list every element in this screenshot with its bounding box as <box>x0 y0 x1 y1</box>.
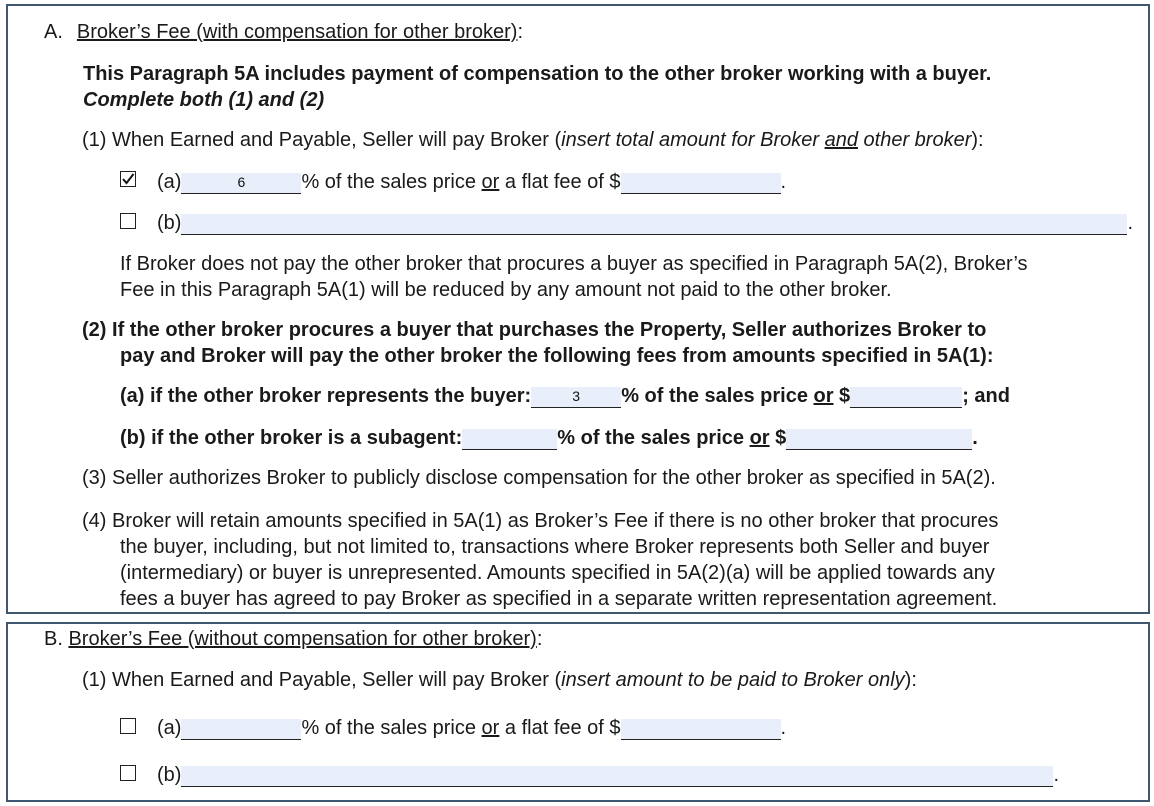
p1-number: (1) <box>82 129 107 151</box>
p2-number: (2) <box>82 319 107 341</box>
p2a-percent-field[interactable]: 3 <box>531 387 621 408</box>
checkmark-icon <box>121 172 135 186</box>
p2b-end: . <box>972 427 978 449</box>
p1-text: When Earned and Payable, Seller will pay Broker ( <box>112 129 562 151</box>
p1-close: ): <box>971 129 984 151</box>
b-option-a-text1: % of the sales price <box>301 717 482 739</box>
b-option-a-line <box>157 716 786 740</box>
a-p2b-line <box>120 426 978 450</box>
p1-italic-2: other broker <box>857 129 972 151</box>
b-p1-close: ): <box>904 669 917 691</box>
a-p3-line <box>82 466 996 490</box>
a-option-a-label: (a) <box>157 171 182 193</box>
a-option-a-or: or <box>481 171 500 193</box>
p2a-text3: $ <box>833 385 851 407</box>
p2-text-1: If the other broker procures a buyer that purchases the Property, Seller authorizes Broker to <box>112 319 987 341</box>
b-flat-fee-field[interactable] <box>621 719 781 740</box>
b-p1-number: (1) <box>82 669 107 691</box>
section-a-letter: A. <box>44 21 63 43</box>
p2b-percent-field[interactable] <box>462 429 557 450</box>
p2b-text2: % of the sales price <box>557 427 750 449</box>
b-option-a-checkbox[interactable] <box>120 718 136 734</box>
section-b-letter: B. <box>44 628 63 650</box>
p4-text-1: Broker will retain amounts specified in 5A(1) as Broker’s Fee if there is no other broker that procures <box>112 510 999 532</box>
a-option-b-line <box>157 211 1133 235</box>
p2a-text2: % of the sales price <box>621 385 814 407</box>
p2b-text1: (b) if the other broker is a subagent: <box>120 427 463 449</box>
section-a-p1 <box>82 128 984 152</box>
b-p1-text: When Earned and Payable, Seller will pay Broker ( <box>112 669 562 691</box>
p3-number: (3) <box>82 467 107 489</box>
b-option-b-label: (b) <box>157 764 182 786</box>
a-p2-line-2: pay and Broker will pay the other broker the following fees from amounts specified in 5A(1): <box>120 345 994 367</box>
section-b-heading-line <box>44 627 542 651</box>
section-a-heading: Broker’s Fee (with compensation for other broker) <box>76 21 518 43</box>
b-option-b-checkbox[interactable] <box>120 765 136 781</box>
b-option-b-field[interactable] <box>181 766 1053 787</box>
p2b-amount-field[interactable] <box>786 429 972 450</box>
a-p4-line-2: the buyer, including, but not limited to, transactions where Broker represents both Seller and buyer <box>120 536 990 558</box>
a-p2a-line <box>120 384 1010 408</box>
section-a-intro-bold: This Paragraph 5A includes payment of compensation to the other broker working with a buyer. <box>83 63 992 85</box>
a-note-line-2: Fee in this Paragraph 5A(1) will be reduced by any amount not paid to the other broker. <box>120 279 892 301</box>
period: . <box>780 717 787 739</box>
p2b-or: or <box>749 427 770 449</box>
section-b-colon: : <box>536 628 543 650</box>
p1-italic-1: insert total amount for Broker <box>561 129 825 151</box>
b-p1-italic: insert amount to be paid to Broker only <box>561 669 905 691</box>
section-a-heading-line <box>44 20 523 44</box>
p4-number: (4) <box>82 510 107 532</box>
p1-italic-and: and <box>824 129 858 151</box>
p2a-amount-field[interactable] <box>850 387 962 408</box>
a-p4-line-3: (intermediary) or buyer is unrepresented. Amounts specified in 5A(2)(a) will be applied towards any <box>120 562 995 584</box>
b-option-b-line <box>157 763 1059 787</box>
a-option-b-checkbox[interactable] <box>120 213 136 229</box>
a-option-a-text1: % of the sales price <box>301 171 482 193</box>
a-option-b-field[interactable] <box>181 214 1127 235</box>
a-percent-field[interactable]: 6 <box>181 173 301 194</box>
period: . <box>780 171 787 193</box>
a-note-line-1: If Broker does not pay the other broker that procures a buyer as specified in Paragraph 5A(2), Broker’s <box>120 253 1028 275</box>
a-p4-line-4: fees a buyer has agreed to pay Broker as specified in a separate written representation agreement. <box>120 588 998 610</box>
b-option-a-label: (a) <box>157 717 182 739</box>
b-option-a-text2: a flat fee of $ <box>499 717 621 739</box>
b-option-a-or: or <box>481 717 500 739</box>
a-flat-fee-field[interactable] <box>621 173 781 194</box>
p2a-text1: (a) if the other broker represents the buyer: <box>120 385 532 407</box>
p3-text: Seller authorizes Broker to publicly disclose compensation for the other broker as specified in 5A(2). <box>112 467 996 489</box>
a-option-a-checkbox[interactable] <box>120 171 136 187</box>
a-p2-line-1 <box>82 318 986 342</box>
section-b-p1 <box>82 668 917 692</box>
a-option-a-line <box>157 170 786 194</box>
a-p4-line-1 <box>82 509 998 533</box>
period: . <box>1053 764 1060 786</box>
section-b-heading: Broker’s Fee (without compensation for other broker) <box>68 628 537 650</box>
section-a-colon: : <box>517 21 524 43</box>
a-option-a-text2: a flat fee of $ <box>499 171 621 193</box>
p2b-text3: $ <box>769 427 787 449</box>
period: . <box>1127 212 1134 234</box>
b-percent-field[interactable] <box>181 719 301 740</box>
p2a-or: or <box>813 385 834 407</box>
p2a-end: ; and <box>962 385 1010 407</box>
section-a-intro-italic: Complete both (1) and (2) <box>83 89 325 111</box>
a-option-b-label: (b) <box>157 212 182 234</box>
